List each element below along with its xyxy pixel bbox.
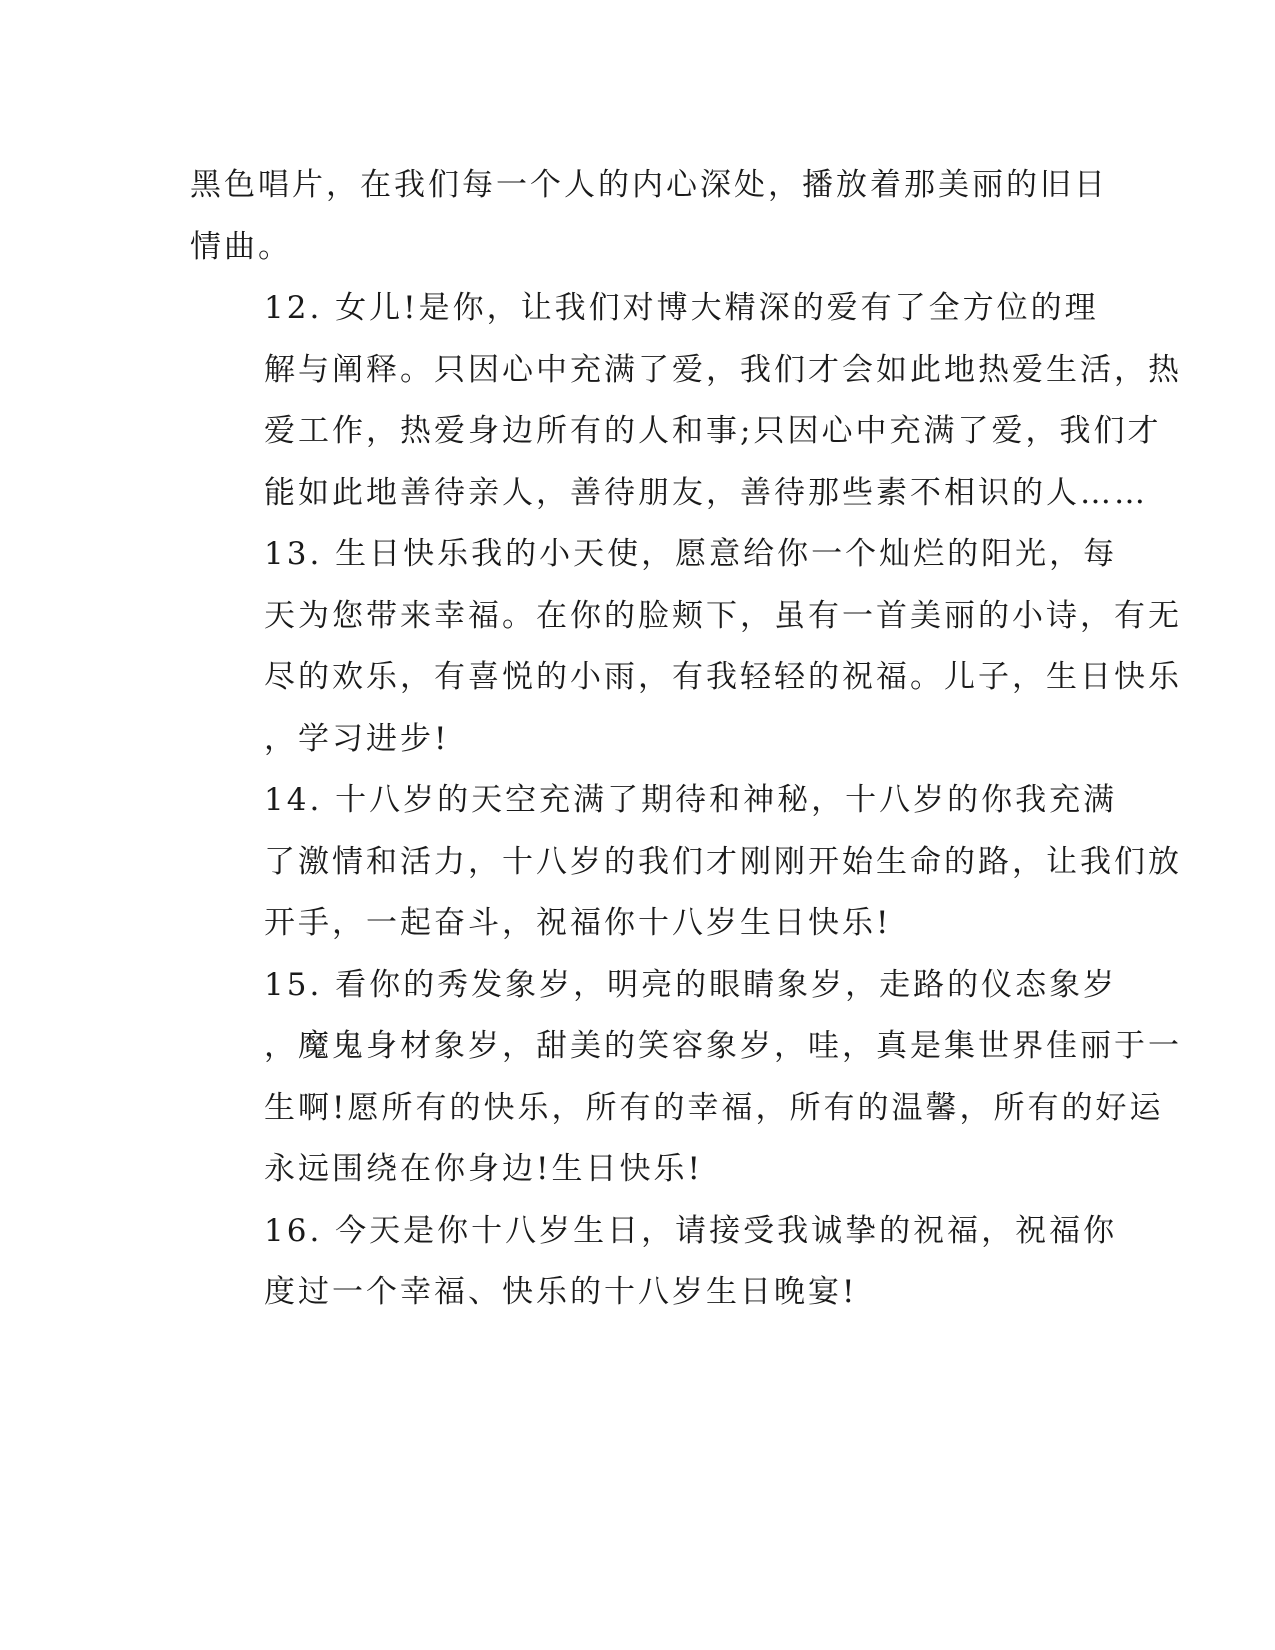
paragraph-13 [190,524,1182,770]
document-body [190,155,1182,1324]
paragraph-16 [190,1201,1118,1324]
paragraph-continued [190,155,1108,278]
text-line: 16. 今天是你十八岁生日，请接受我诚挚的祝福，祝福你 [264,1212,1118,1249]
text-line: 情曲。 [190,228,292,265]
text-line: 14. 十八岁的天空充满了期待和神秘，十八岁的你我充满 [264,782,1118,818]
text-line: 12. 女儿!是你，让我们对博大精深的爱有了全方位的理 [264,290,1099,326]
paragraph-15 [190,955,1182,1201]
paragraph-12 [190,278,1182,524]
text-line: 15. 看你的秀发象岁，明亮的眼睛象岁，走路的仪态象岁 [264,966,1118,1003]
paragraph-14 [190,770,1182,955]
text-line: 解与阐释。只因心中充满了爱，我们才会如此地热爱生活，热 [264,351,1182,388]
text-line: 开手，一起奋斗，祝福你十八岁生日快乐! [264,905,892,941]
text-line: 天为您带来幸福。在你的脸颊下，虽有一首美丽的小诗，有无 [264,597,1182,634]
text-line: 13. 生日快乐我的小天使，愿意给你一个灿烂的阳光，每 [264,536,1118,572]
text-line: 永远围绕在你身边!生日快乐! [264,1151,703,1187]
text-line: ，魔鬼身材象岁，甜美的笑容象岁，哇，真是集世界佳丽于一 [264,1028,1182,1064]
text-line: 度过一个幸福、快乐的十八岁生日晚宴! [264,1274,858,1310]
text-line: 了激情和活力，十八岁的我们才刚刚开始生命的路，让我们放 [264,843,1182,880]
text-line: 能如此地善待亲人，善待朋友，善待那些素不相识的人…… [264,474,1148,511]
text-line: 爱工作，热爱身边所有的人和事;只因心中充满了爱，我们才 [264,413,1162,449]
text-line: ，学习进步! [264,720,450,757]
text-line: 尽的欢乐，有喜悦的小雨，有我轻轻的祝福。儿子，生日快乐 [264,659,1182,695]
text-line: 生啊!愿所有的快乐，所有的幸福，所有的温馨，所有的好运 [264,1089,1164,1126]
text-line: 黑色唱片，在我们每一个人的内心深处，播放着那美丽的旧日 [190,167,1108,203]
